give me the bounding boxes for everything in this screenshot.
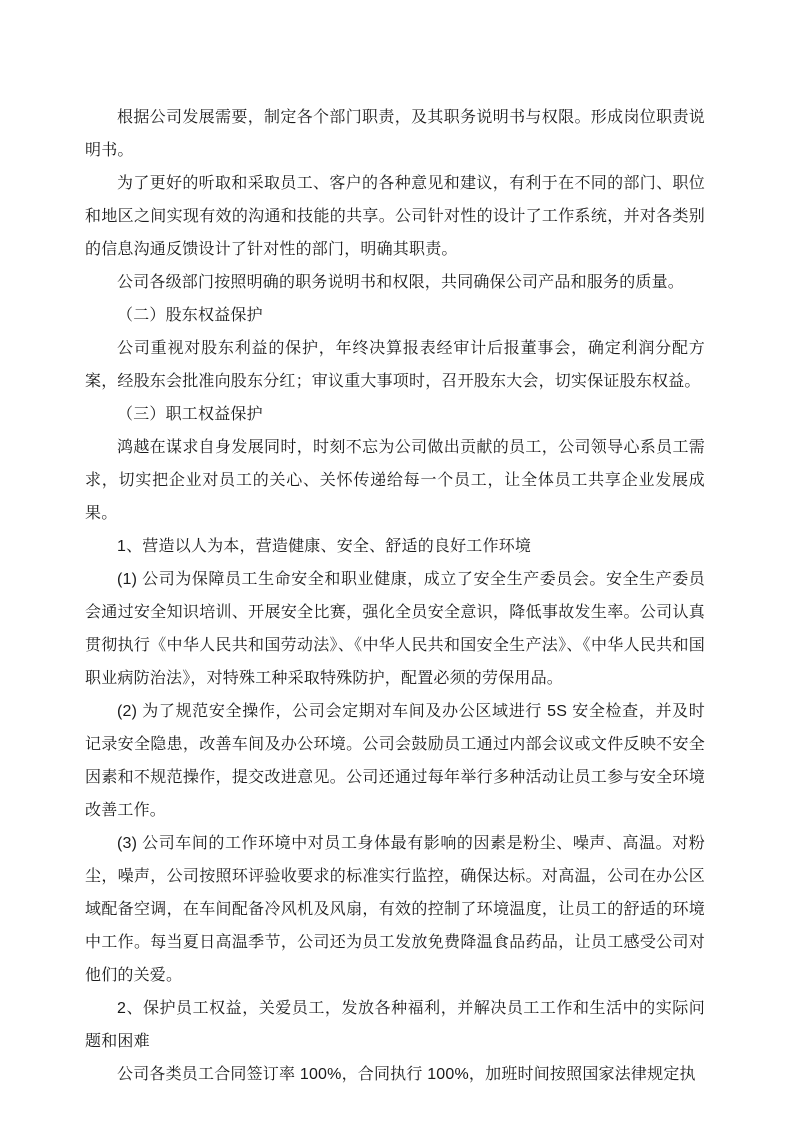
body-paragraph-contract-rate: 公司各类员工合同签订率 100%，合同执行 100%，加班时间按照国家法律规定执	[117, 1066, 696, 1083]
body-paragraph-communication-system: 为了更好的听取和采取员工、客户的各种意见和建议，有利于在不同的部门、职位和地区之间实现有效的沟通和技能的共享。公司针对性的设计了工作系统，并对各类别的信息沟通反馈设计了针对性的部门，明确其职责。	[85, 175, 705, 258]
body-paragraph-shareholder-protection: 公司重视对股东利益的保护，年终决算报表经审计后报董事会，确定利润分配方案，经股东会批准向股东分红；审议重大事项时，召开股东大会，切实保证股东权益。	[85, 340, 705, 390]
list-heading-employee-welfare: 2、保护员工权益，关爱员工，发放各种福利，并解决员工工作和生活中的实际问题和困难	[85, 1000, 705, 1050]
list-heading-work-environment: 1、营造以人为本，营造健康、安全、舒适的良好工作环境	[117, 538, 532, 555]
section-heading-employee-rights: （三）职工权益保护	[117, 406, 263, 423]
body-paragraph-department-duties: 根据公司发展需要，制定各个部门职责，及其职务说明书与权限。形成岗位职责说明书。	[85, 109, 705, 159]
body-paragraph-workshop-environment: (3) 公司车间的工作环境中对员工身体最有影响的因素是粉尘、噪声、高温。对粉尘，噪声，公司按照环评验收要求的标准实行监控，确保达标。对高温，公司在办公区域配备空调，在车间配备冷风机及风扇，有效的控制了环境温度，让员工的舒适的环境中工作。每当夏日高温季节，公司还为员工发放免费降温食品药品，让员工感受公司对他们的关爱。	[85, 835, 705, 984]
document-body	[85, 101, 705, 1091]
section-heading-shareholder-rights: （二）股东权益保护	[117, 307, 263, 324]
body-paragraph-quality-assurance: 公司各级部门按照明确的职务说明书和权限，共同确保公司产品和服务的质量。	[117, 274, 685, 291]
body-paragraph-employee-care: 鸿越在谋求自身发展同时，时刻不忘为公司做出贡献的员工，公司领导心系员工需求，切实把企业对员工的关心、关怀传递给每一个员工，让全体员工共享企业发展成果。	[85, 439, 705, 522]
body-paragraph-safety-committee: (1) 公司为保障员工生命安全和职业健康，成立了安全生产委员会。安全生产委员会通过安全知识培训、开展安全比赛，强化全员安全意识，降低事故发生率。公司认真贯彻执行《中华人民共和国劳动法》、《中华人民共和国安全生产法》、《中华人民共和国职业病防治法》，对特殊工种采取特殊防护，配置必须的劳保用品。	[85, 571, 705, 687]
body-paragraph-5s-inspection: (2) 为了规范安全操作，公司会定期对车间及办公区域进行 5S 安全检查，并及时记录安全隐患，改善车间及办公环境。公司会鼓励员工通过内部会议或文件反映不安全因素和不规范操作，提交改进意见。公司还通过每年举行多种活动让员工参与安全环境改善工作。	[85, 703, 705, 819]
